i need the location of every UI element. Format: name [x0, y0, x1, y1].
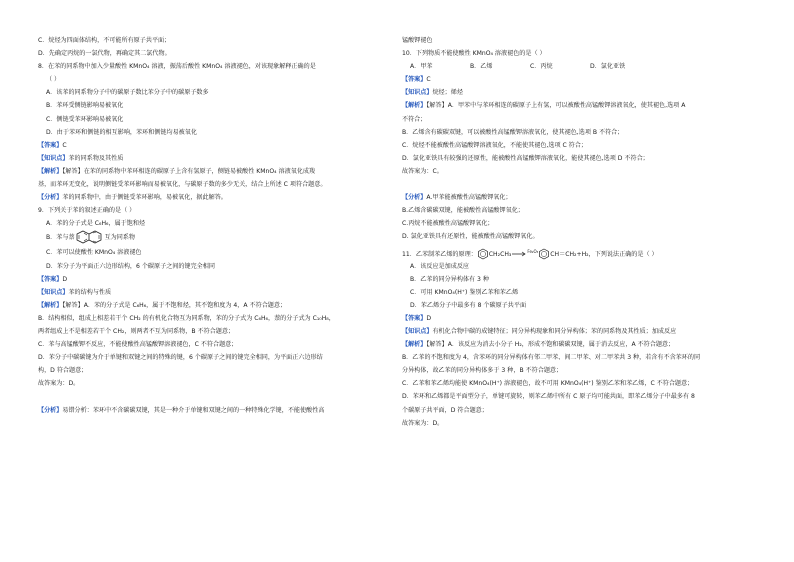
- labeled-line: [402, 191, 757, 204]
- text-line: 不符合；: [402, 115, 427, 123]
- labeled-line: [402, 99, 757, 112]
- reactant-group: CH₂CH₃: [488, 250, 512, 258]
- labeled-line: [38, 152, 393, 165]
- text-line: C．乙苯和苯乙烯均能使 KMnO₄(H⁺) 溶液褪色，故不可用 KMnO₄(H⁺) 鉴别乙苯和苯乙烯，C 不符合题意；: [402, 380, 694, 388]
- text-line: 故答案为：D。: [38, 380, 80, 388]
- option-choice: D．氯化亚铁: [590, 63, 626, 71]
- section-tag: 【答案】: [38, 141, 63, 149]
- text-line: C．烷烃为四面体结构，不可能所有原子共平面；: [38, 37, 171, 44]
- section-text: D: [426, 314, 432, 322]
- section-tag: 【知识点】: [38, 288, 69, 296]
- section-text: C: [426, 76, 431, 84]
- labeled-line: [38, 165, 393, 178]
- labeled-line: [402, 325, 757, 338]
- section-text: 苯的同系物中，由于侧链受苯环影响，易被氧化，据此解答。: [62, 194, 227, 202]
- text-line: A．该苯的同系物分子中的碳原子数比苯分子中的碳原子数多: [46, 89, 209, 97]
- section-tag: 【知识点】: [402, 89, 433, 97]
- text-line: 10．下列物质不能使酸性 KMnO₄ 溶液褪色的是（ ）: [402, 50, 546, 58]
- section-text: 有机化合物中碳的成键特征；同分异构现象和同分异构体；苯的同系物及其性质；加成反应: [432, 327, 677, 335]
- text-line: （ ）: [46, 76, 61, 84]
- text-line: 构，D 符合题意；: [38, 367, 88, 375]
- section-tag: 【知识点】: [402, 327, 433, 335]
- blank-line: [38, 390, 393, 403]
- labeled-line: [402, 338, 757, 351]
- labeled-line: [402, 312, 757, 325]
- text-line: D．苯分子中碳碳键为介于单键和双键之间的特殊的键，6 个碳原子之间的键完全相同，为平面正六边形结: [38, 354, 323, 362]
- text-line: 故答案为：C。: [402, 167, 443, 175]
- text-line: A．该反应是加成反应: [410, 262, 470, 270]
- reaction-line: [402, 244, 757, 260]
- text-line: 9．下列关于苯的叙述正确的是（ ）: [38, 207, 136, 215]
- section-tag: 【解析】: [402, 102, 427, 110]
- section-tag: 【知识点】: [38, 154, 69, 162]
- options-row: [402, 60, 757, 73]
- reaction-condition: Fe₂O₃: [527, 248, 539, 254]
- section-text: 苯的结构与性质: [68, 288, 112, 296]
- option-text: B．苯与萘: [46, 234, 75, 242]
- section-tag: 【解析】: [38, 301, 63, 309]
- text-line: D．先确定丙烷的一氯代物，再确定其二氯代物。: [38, 50, 171, 58]
- text-line: 故答案为：D。: [402, 419, 444, 427]
- text-line: 锰酸钾褪色: [402, 37, 433, 44]
- labeled-line: [402, 73, 757, 86]
- text-line: B．结构相似，组成上相差若干个 CH₂ 的有机化合物互为同系物，苯的分子式为 C₆H₆，萘的分子式为 C₁₀H₈，: [38, 314, 335, 322]
- section-tag: 【分析】: [402, 194, 427, 202]
- option-choice: C．丙烷: [530, 63, 553, 71]
- option-text: 互为同系物: [104, 234, 136, 242]
- text-line: C．烷烃不能被酸性高锰酸钾溶液氧化，不能使其褪色,选项 C 符合；: [402, 141, 587, 149]
- text-line: D．苯分子为平面正六边形结构，6 个碳原子之间的键完全相同: [46, 262, 215, 270]
- labeled-line: [38, 139, 393, 152]
- text-line: C．苯与高锰酸钾不反应，不能使酸性高锰酸钾溶液褪色，C 不符合题意；: [38, 341, 238, 349]
- right-column: [402, 34, 757, 430]
- option-choice: B．乙烯: [470, 63, 493, 71]
- section-text: 易错分析：苯环中不含碳碳双键，其是一种介于单键和双键之间的一种特殊化学键，不能使酸性高: [62, 406, 325, 414]
- text-line: D．苯乙烯分子中最多有 8 个碳原子共平面: [410, 301, 527, 309]
- labeled-line: [38, 299, 393, 312]
- section-text: 【解答】A．苯的分子式是 C₆H₆，属于不饱和烃，其不饱和度为 4，A 不符合题意；: [62, 301, 287, 309]
- text-line: 基，而苯环无变化，说明侧链受苯环影响而易被氧化，与碳原子数的多少无关，结合上所述 C 项符合题意。: [38, 181, 327, 189]
- text-line: C．侧链受苯环影响易被氧化: [46, 115, 124, 123]
- section-tag: 【答案】: [402, 314, 427, 322]
- question-text: CH＝CH₂+H₂，下列说法正确的是（ ）: [550, 250, 658, 258]
- text-line: C．苯可以使酸性 KMnO₄ 溶液褪色: [46, 249, 142, 257]
- naphthalene-structure-icon: [75, 230, 105, 244]
- text-line: D．由于苯环和侧链的相互影响，苯环和侧链均易被氧化: [46, 128, 197, 136]
- section-tag: 【答案】: [402, 76, 427, 84]
- text-line: 分异构体，故乙苯的同分异构体多于 3 种，B 不符合题意；: [402, 367, 563, 375]
- labeled-line: [38, 273, 393, 286]
- section-text: 烷烃；烯烃: [432, 89, 463, 97]
- text-line: B．乙苯的同分异构体有 3 种: [410, 275, 489, 283]
- labeled-line: [38, 191, 393, 204]
- section-text: A.甲苯能被酸性高锰酸钾氧化；: [426, 194, 512, 202]
- section-text: 【解答】A．该反应为消去小分子 H₂，形成不饱和碳碳双键，属于消去反应，A 不符合题意；: [426, 341, 675, 349]
- section-text: D: [62, 275, 68, 283]
- section-tag: 【分析】: [38, 194, 63, 202]
- blank-line: [402, 178, 757, 191]
- section-text: 苯的同系物及其性质: [68, 154, 124, 162]
- section-tag: 【分析】: [38, 406, 63, 414]
- option-line-with-structure: [38, 230, 393, 246]
- option-choice: A．甲苯: [410, 63, 433, 71]
- text-line: A．苯的分子式是 C₆H₆，属于饱和烃: [46, 220, 146, 228]
- text-line: B．乙苯的不饱和度为 4，含苯环的同分异构体有邻二甲苯、间二甲苯、对二甲苯共 3 种，若含有不含苯环的同: [402, 354, 701, 362]
- section-text: 【解答】A．甲苯中与苯环相连的碳原子上有氢，可以被酸性高锰酸钾溶液氧化，使其褪色,选项 A: [426, 102, 686, 110]
- labeled-line: [402, 86, 757, 99]
- section-tag: 【解析】: [38, 167, 63, 175]
- text-line: C．可用 KMnO₄(H⁺) 鉴别乙苯和苯乙烯: [410, 288, 519, 296]
- section-tag: 【解析】: [402, 341, 427, 349]
- question-text: 11．乙苯制苯乙烯的原理：: [402, 250, 477, 258]
- text-line: 8．在苯的同系物中加入少量酸性 KMnO₄ 溶液，振荡后酸性 KMnO₄ 溶液褪色，对该现象解释正确的是: [38, 63, 316, 71]
- text-line: D．氯化亚铁具有较强的还原性，能被酸性高锰酸钾溶液氧化，能使其褪色,选项 D 不符合；: [402, 154, 649, 162]
- text-line: C.丙烷不能被酸性高锰酸钾氧化；: [402, 220, 494, 228]
- text-line: B．苯环受侧链影响易被氧化: [46, 102, 124, 110]
- text-line: B．乙烯含有碳碳双键，可以被酸性高锰酸钾溶液氧化，使其褪色,选项 B 不符合；: [402, 128, 624, 136]
- labeled-line: [38, 286, 393, 299]
- reaction-arrow-icon: [511, 248, 527, 260]
- section-text: 【解答】在苯的同系物中苯环相连的碳原子上含有氢原子，侧链易被酸性 KMnO₄ 溶液氧化成羧: [62, 167, 316, 175]
- text-line: D. 氯化亚铁具有还原性，能被酸性高锰酸钾氧化。: [402, 233, 539, 241]
- left-column: [38, 34, 393, 417]
- text-line: 个碳原子共平面，D 符合题意；: [402, 406, 488, 414]
- benzene-ring-icon: [477, 248, 489, 260]
- labeled-line: [38, 404, 393, 417]
- text-line: D．苯环和乙烯都是平面型分子，单键可旋转，则苯乙烯中所有 C 原子均可能共面，即苯乙烯分子中最多有 8: [402, 393, 695, 401]
- text-line: 两者组成上不是相差若干个 CH₂，则两者不互为同系物，B 不符合题意；: [38, 327, 235, 335]
- section-text: C: [62, 141, 67, 149]
- benzene-ring-icon: [538, 248, 550, 260]
- section-tag: 【答案】: [38, 275, 63, 283]
- text-line: B.乙烯含碳碳双键，能被酸性高锰酸钾氧化；: [402, 207, 524, 215]
